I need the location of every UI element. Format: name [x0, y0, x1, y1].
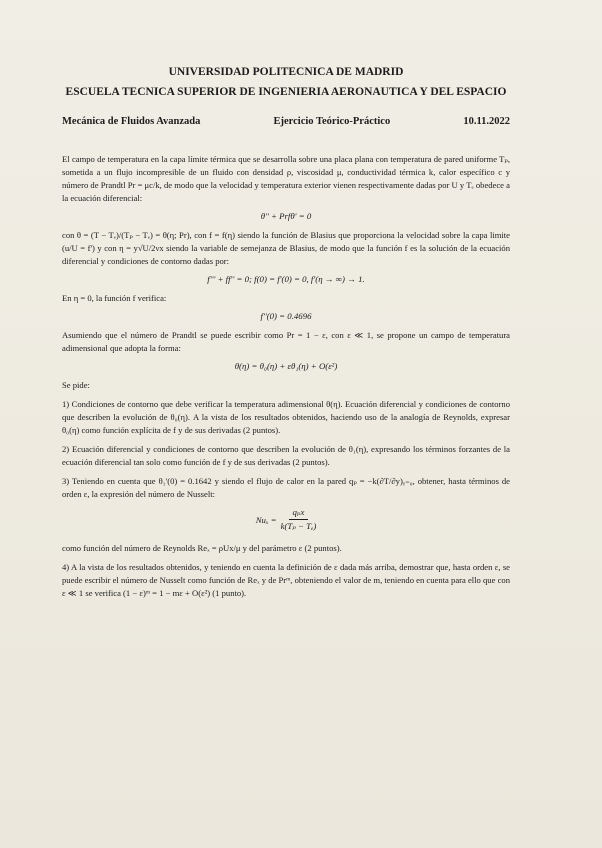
- school-name: ESCUELA TECNICA SUPERIOR DE INGENIERIA AERONAUTICA Y DEL ESPACIO: [65, 86, 507, 98]
- intro-paragraph: El campo de temperatura en la capa límite térmica que se desarrolla sobre una placa plana con temperatura de pared uniforme Tₚ, sometida a un flujo incompresible de un fluido con densidad ρ, viscosidad μ, conductividad térmica k, calor específico c y número de Prandtl Pr = μc/k, de modo que la velocidad y temperatura exterior vienen respectivamente dadas por U y Tₑ obedece a la ecuación diferencial:: [62, 154, 510, 203]
- question-4: 4) A la vista de los resultados obtenidos, y teniendo en cuenta la definición de ε dada más arriba, demostrar que, hasta orden ε, se puede escribir el número de Nusselt como función de Reₓ y de Prᵐ, obteniendo el valor de m, teniendo en cuenta para ello que con ε ≪ 1 se verifica (1 − ε)ᵐ = 1 − mε + O(ε²) (1 punto).: [62, 562, 510, 598]
- equation-blasius: f''' + ff'' = 0; f(0) = f'(0) = 0, f'(η → ∞) → 1.: [207, 274, 365, 284]
- question-2: 2) Ecuación diferencial y condiciones de contorno que describen la evolución de θ₁(η), expresando los términos forzantes de la ecuación diferencial tan solo como función de f y de sus derivadas (2 puntos).: [62, 444, 510, 467]
- exercise-type: Ejercicio Teórico-Práctico: [273, 116, 391, 127]
- definition-paragraph: con θ = (T − Tₑ)/(Tₚ − Tₑ) = θ(η; Pr), con f = f(η) siendo la función de Blasius que proporciona la velocidad sobre la capa limite (u/U = f') y con η = y√U/2νx siendo la variable de semejanza de Blasius, de modo que la función f es la solución de la ecuación diferencial y condiciones de contorno dadas por:: [62, 230, 510, 266]
- nusselt-lhs: Nuₓ =: [255, 514, 277, 525]
- question-3: 3) Teniendo en cuenta que θ₁'(0) = 0.1642 y siendo el flujo de calor en la pared qₚ = −k(∂T/∂y)ᵧ₌₀, obtener, hasta términos de orden ε, la expresión del número de Nusselt:: [62, 476, 510, 499]
- nusselt-fraction: [281, 507, 317, 532]
- question-3-continuation: como función del número de Reynolds Reₓ = ρUx/μ y del parámetro ε (2 puntos).: [62, 543, 342, 553]
- equation-energy: θ'' + Prfθ' = 0: [260, 211, 312, 221]
- eta-paragraph: En η = 0, la función f verifica:: [62, 293, 167, 303]
- university-name: UNIVERSIDAD POLITECNICA DE MADRID: [168, 66, 404, 78]
- exam-meta-row: [62, 116, 510, 127]
- question-1: 1) Condiciones de contorno que debe verificar la temperatura adimensional θ(η). Ecuación diferencial y condiciones de contorno que describen la evolución de θ₀(η). A la vista de los resultados obtenidos, haciendo uso de la analogía de Reynolds, expresar θ₀(η) como función explícita de f y de sus derivadas (2 puntos).: [62, 399, 510, 435]
- nusselt-denominator: k(Tₚ − Tₑ): [280, 521, 317, 531]
- assumption-paragraph: Asumiendo que el número de Prandtl se puede escribir como Pr = 1 − ε, con ε ≪ 1, se propone un campo de temperatura adimensional que adopta la forma:: [62, 330, 510, 353]
- document-header: [62, 62, 510, 102]
- equation-fpp0: f''(0) = 0.4696: [260, 311, 312, 321]
- nusselt-numerator: qₚx: [289, 507, 309, 520]
- course-title: Mecánica de Fluidos Avanzada: [62, 116, 201, 127]
- exam-date: 10.11.2022: [463, 116, 510, 127]
- equation-expansion: θ(η) = θ₀(η) + εθ₁(η) + O(ε²): [234, 361, 338, 371]
- equation-nusselt: [62, 507, 510, 532]
- se-pide-label: Se pide:: [62, 380, 90, 390]
